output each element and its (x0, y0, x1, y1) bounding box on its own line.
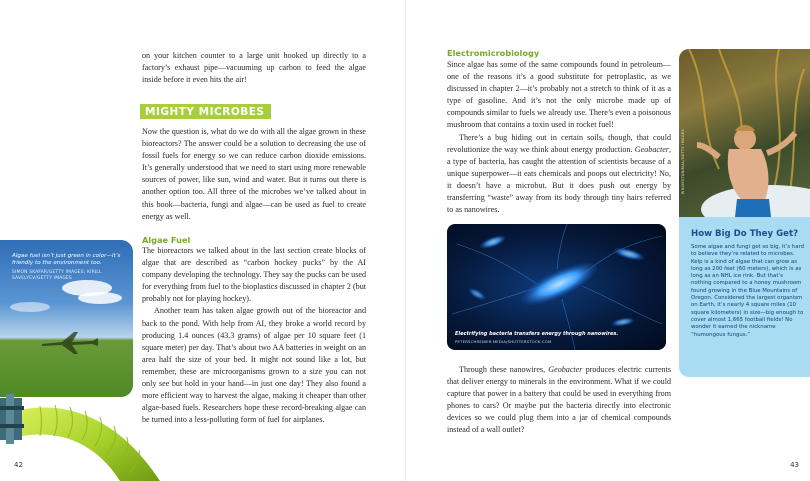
bacteria-photo (447, 224, 666, 350)
sidebar-title: How Big Do They Get? (691, 229, 799, 239)
algae-fuel-para-2: Another team has taken algae growth out of the bioreactor and back to the pond. With help from AI, they broke a world record by producing 1.4 ounces (43.3 grams) of algae per 10 square feet (1 square meter) per day. That’s about two AA batteries in weight on an area half the size of your bed. It might not sound like a lot, but remember, these are microorganisms grown to a size you can not only see but hold in your hand—in just one day! They also found a more efficient way to harvest the algae, making it cheaper than other algae-based fuels. Researchers hope these record-breaking algae can be turned into a less-polluting form of fuel for airplanes. (142, 306, 366, 425)
left-top-text: on your kitchen counter to a large unit hooked up directly to a factory’s exhaust pipe—vacuuming up carbon to feed the algae inside before it even hits the air! (142, 51, 366, 85)
electro-para-3-end: produces electric currents that deliver energy to minerals in the environment. What if we could capture that power in a battery that could be used in everything from phones to cars? Or maybe put the bacteria directly into electronic devices so we could plug them into a jar of chemical compounds instead of a wall outlet? (447, 365, 671, 435)
green-fuel-tube-illustration (0, 380, 170, 481)
electro-para-3-start: Through these nanowires, (459, 365, 549, 374)
subhead-algae-fuel: Algae Fuel (142, 235, 191, 245)
right-page (405, 0, 810, 481)
electro-para-2 (447, 132, 671, 217)
left-top-paragraph (142, 50, 366, 86)
electro-para-2-start: There’s a bug hiding out in certain soils, though, that could revolutionize the way we think about energy production. (447, 132, 671, 154)
kelp-illustration (679, 49, 810, 217)
kelp-child-photo (679, 49, 810, 217)
mighty-microbes-body (142, 126, 366, 223)
electro-para-2-end: , a type of bacteria, has caught the attention of scientists because of a unique superpower—it eats chemicals and poops out electricity! No, it doesn’t have a microbut. But it does push out energy by transferring “waste” away from its body through tiny hairs referred to as nanowires. (447, 144, 671, 215)
cloud-shape (10, 302, 50, 312)
section-title-mighty-microbes: MIGHTY MICROBES (140, 104, 271, 119)
algae-fuel-body (142, 245, 366, 426)
airplane-sky-photo (0, 240, 133, 397)
photo-credit: SIMON SKAFAR/GETTY IMAGES; KIRILL SAVELYEV/GETTY IMAGES (12, 270, 102, 281)
algae-fuel-para-1: The bioreactors we talked about in the last section create blocks of algae that are described as “carbon hockey pucks” by the AI company developing the technology. They say the pucks can be used for everything from fuel to the bioplastics discussed in chapter 2 (but probably not for playing hockey). (142, 246, 366, 304)
airplane-shadow-icon (40, 330, 100, 356)
bacteria-photo-caption: Electrifying bacteria transfers energy through nanowires. (455, 331, 619, 337)
genus-name: Geobacter (634, 144, 669, 154)
sidebar-photo-credit: WILDESTANIMAL/GETTY IMAGES (681, 129, 685, 195)
electro-para-1: Since algae has some of the same compounds found in petroleum—one of the reasons it’s a good substitute for petroplastic, as we discussed in chapter 2—it’s probably not a stretch to think of it as a type of gasoline. And it’s not the only microbe made up of compounds similar to fuels we already use. There’s even a poisonous mushroom that contains a toxin used in rocket fuel! (447, 60, 671, 130)
page-number-left: 42 (14, 461, 23, 469)
how-big-sidebar (679, 217, 810, 377)
genus-name: Geobacter (548, 365, 583, 374)
nanowires-body (447, 364, 671, 437)
page-number-right: 43 (790, 461, 799, 469)
electro-para-3 (447, 364, 671, 437)
cloud-shape (78, 292, 122, 304)
subhead-electromicrobiology: Electromicrobiology (447, 48, 540, 58)
mighty-microbes-text: Now the question is, what do we do with all the algae grown in these bioreactors? The answer could be a solution to decreasing the use of fossil fuels for energy so we can reduce carbon dioxide emissions. It’s generally understood that we need to start using more renewable sources of power, like sun, wind and water. But it turns out there is another option too. All three of the microbes we’ve talked about in this book—bacteria, fungi and algae—can be used as fuel to create energy as well. (142, 127, 366, 221)
electromicrobiology-body (447, 59, 671, 216)
bacteria-photo-credit: PETERSCHREIBER.MEDIA/SHUTTERSTOCK.COM (455, 339, 552, 344)
photo-caption: Algae fuel isn’t just green in color—it’s friendly to the environment too. (12, 253, 121, 266)
sidebar-text: Some algae and fungi get so big, it’s hard to believe they’re related to microbes. Kelp is a kind of algae that can grow as long as 200 feet (60 meters), which is as long as an NHL ice rink. But that’s nothing compared to a honey mushroom found growing in the Blue Mountains of Oregon. Considered the largest organism on Earth, it’s nearly 4 square miles (10 square kilometers) in size—big enough to cover almost 1,665 football fields! No wonder it earned the nickname “humongous fungus.” (691, 244, 805, 338)
